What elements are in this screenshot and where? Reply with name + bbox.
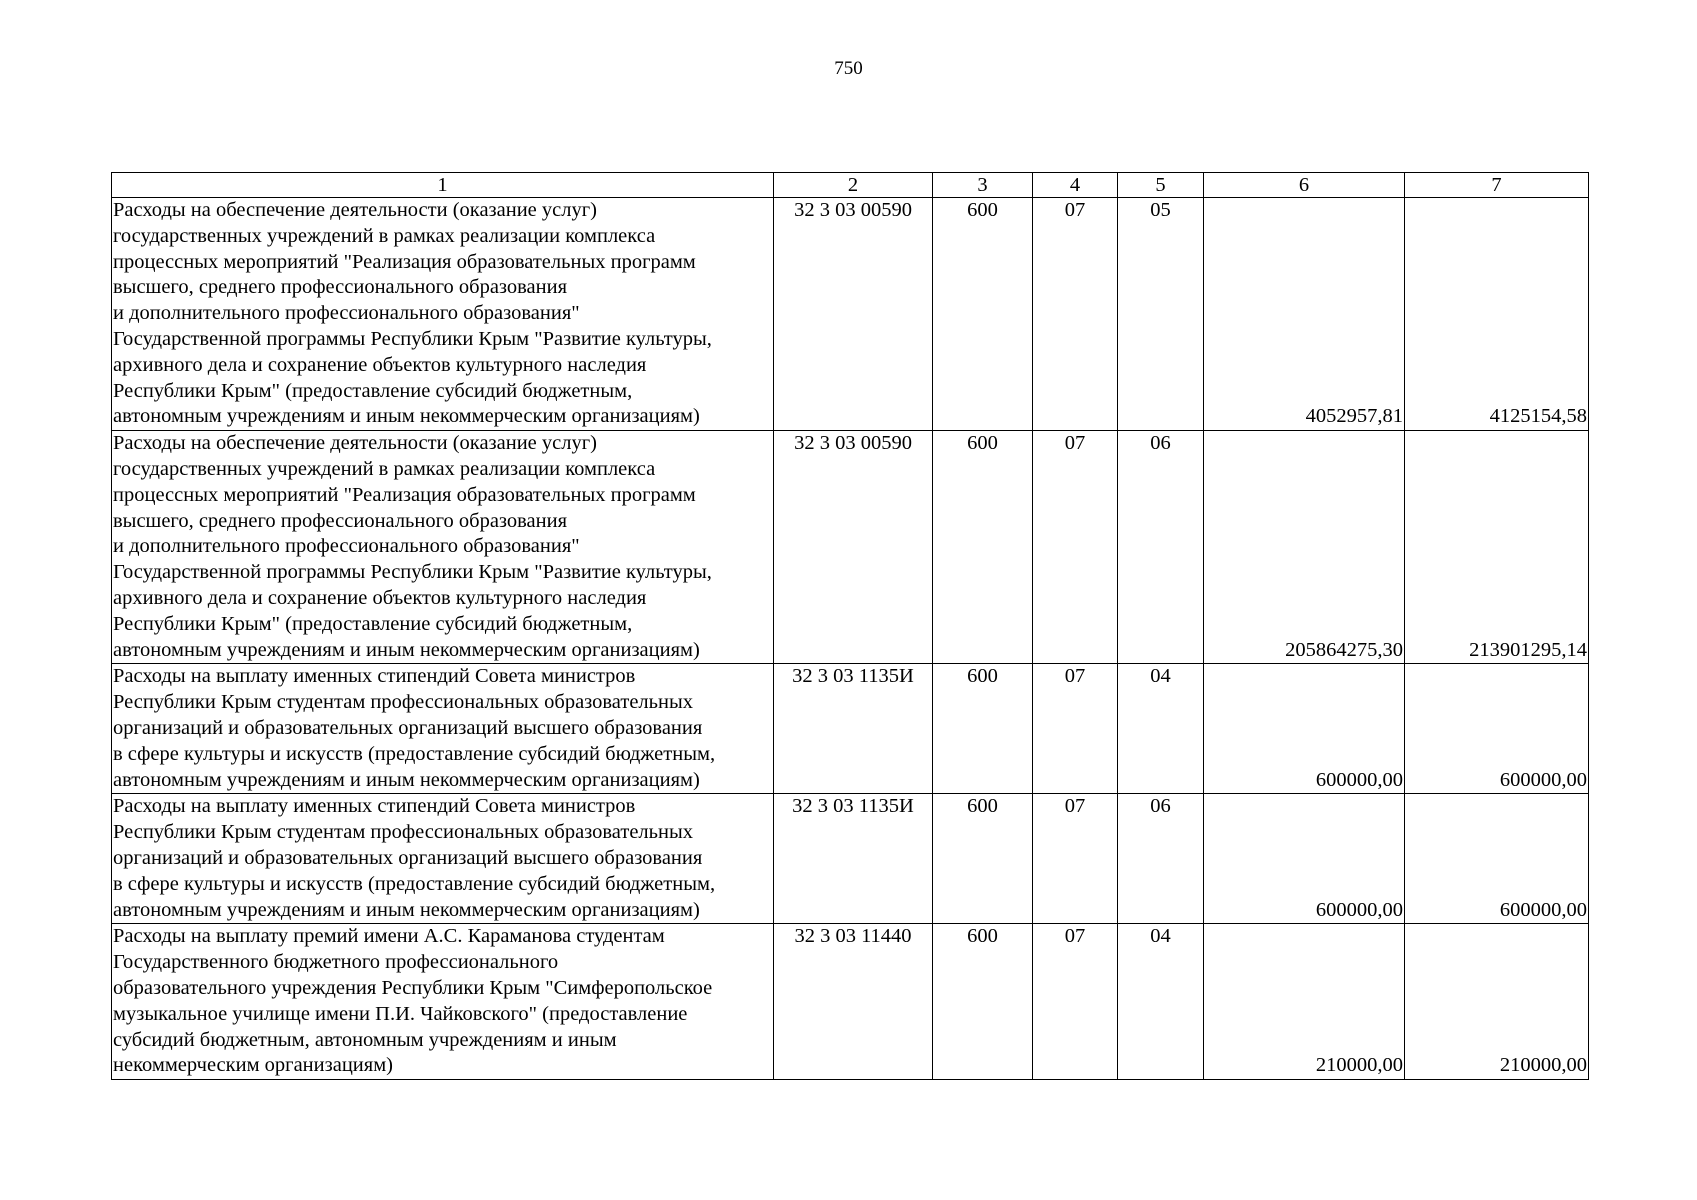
description-line: Республики Крым" (предоставление субсидий бюджетным, xyxy=(113,612,633,635)
description-line: Республики Крым студентам профессиональных образовательных xyxy=(113,691,694,714)
description-line: государственных учреждений в рамках реализации комплекса xyxy=(113,224,656,247)
target-article-code-cell: 32 3 03 00590 xyxy=(774,431,933,664)
subsection-cell: 04 xyxy=(1118,924,1204,1080)
description-line: архивного дела и сохранение объектов культурного наследия xyxy=(113,353,647,376)
description-line: музыкальное училище имени П.И. Чайковского" (предоставление xyxy=(113,1002,688,1025)
table-row xyxy=(112,664,1589,794)
amount-col6-cell: 205864275,30 xyxy=(1204,431,1405,664)
description-cell xyxy=(112,924,774,1080)
description-line: и дополнительного профессионального образования" xyxy=(113,302,580,325)
description-line: Республики Крым студентам профессиональных образовательных xyxy=(113,821,694,844)
header-cell-2: 2 xyxy=(774,173,933,198)
description-line: и дополнительного профессионального образования" xyxy=(113,535,580,558)
subsection-cell: 06 xyxy=(1118,794,1204,924)
table-row xyxy=(112,794,1589,924)
amount-col7-cell: 4125154,58 xyxy=(1405,198,1589,431)
description-line: организаций и образовательных организаций высшего образования xyxy=(113,716,703,739)
header-cell-4: 4 xyxy=(1033,173,1118,198)
description-line: Расходы на выплату именных стипендий Совета министров xyxy=(113,665,636,688)
description-cell xyxy=(112,431,774,664)
description-line: образовательного учреждения Республики Крым "Симферопольское xyxy=(113,976,713,999)
amount-col7-cell: 600000,00 xyxy=(1405,664,1589,794)
description-line: автономным учреждениям и иным некоммерческим организациям) xyxy=(113,768,700,791)
target-article-code-cell: 32 3 03 1135И xyxy=(774,664,933,794)
table-row xyxy=(112,431,1589,664)
amount-col6-cell: 600000,00 xyxy=(1204,664,1405,794)
expense-type-cell: 600 xyxy=(933,664,1033,794)
table-row xyxy=(112,198,1589,431)
description-cell xyxy=(112,198,774,431)
description-line: субсидий бюджетным, автономным учреждениям и иным xyxy=(113,1028,617,1051)
header-cell-1: 1 xyxy=(112,173,774,198)
description-line: Расходы на обеспечение деятельности (оказание услуг) xyxy=(113,432,597,455)
subsection-cell: 05 xyxy=(1118,198,1204,431)
amount-col6-cell: 210000,00 xyxy=(1204,924,1405,1080)
section-cell: 07 xyxy=(1033,794,1118,924)
description-line: автономным учреждениям и иным некоммерческим организациям) xyxy=(113,638,700,661)
budget-table xyxy=(111,172,1589,1080)
section-cell: 07 xyxy=(1033,664,1118,794)
target-article-code-cell: 32 3 03 00590 xyxy=(774,198,933,431)
expense-type-cell: 600 xyxy=(933,794,1033,924)
section-cell: 07 xyxy=(1033,198,1118,431)
amount-col7-cell: 213901295,14 xyxy=(1405,431,1589,664)
expense-type-cell: 600 xyxy=(933,431,1033,664)
description-cell xyxy=(112,664,774,794)
header-cell-7: 7 xyxy=(1405,173,1589,198)
section-cell: 07 xyxy=(1033,431,1118,664)
page-number: 750 xyxy=(834,58,863,79)
amount-col6-cell: 600000,00 xyxy=(1204,794,1405,924)
description-line: государственных учреждений в рамках реализации комплекса xyxy=(113,457,656,480)
description-cell xyxy=(112,794,774,924)
description-line: Государственного бюджетного профессионального xyxy=(113,951,559,974)
description-line: Расходы на выплату премий имени А.С. Караманова студентам xyxy=(113,925,665,948)
expense-type-cell: 600 xyxy=(933,198,1033,431)
description-line: высшего, среднего профессионального образования xyxy=(113,509,568,532)
target-article-code-cell: 32 3 03 11440 xyxy=(774,924,933,1080)
header-cell-6: 6 xyxy=(1204,173,1405,198)
description-line: Государственной программы Республики Крым "Развитие культуры, xyxy=(113,327,712,350)
section-cell: 07 xyxy=(1033,924,1118,1080)
description-line: в сфере культуры и искусств (предоставление субсидий бюджетным, xyxy=(113,872,716,895)
description-line: высшего, среднего профессионального образования xyxy=(113,276,568,299)
description-line: Республики Крым" (предоставление субсидий бюджетным, xyxy=(113,379,633,402)
description-line: в сфере культуры и искусств (предоставление субсидий бюджетным, xyxy=(113,742,716,765)
header-row xyxy=(112,173,1589,198)
description-line: процессных мероприятий "Реализация образовательных программ xyxy=(113,250,696,273)
amount-col7-cell: 210000,00 xyxy=(1405,924,1589,1080)
description-line: Государственной программы Республики Крым "Развитие культуры, xyxy=(113,561,712,584)
description-line: процессных мероприятий "Реализация образовательных программ xyxy=(113,483,696,506)
description-line: автономным учреждениям и иным некоммерческим организациям) xyxy=(113,405,700,428)
description-line: автономным учреждениям и иным некоммерческим организациям) xyxy=(113,898,700,921)
description-line: Расходы на обеспечение деятельности (оказание услуг) xyxy=(113,199,597,221)
header-cell-3: 3 xyxy=(933,173,1033,198)
table-row xyxy=(112,924,1589,1080)
description-line: организаций и образовательных организаций высшего образования xyxy=(113,846,703,869)
target-article-code-cell: 32 3 03 1135И xyxy=(774,794,933,924)
description-line: некоммерческим организациям) xyxy=(113,1054,393,1077)
expense-type-cell: 600 xyxy=(933,924,1033,1080)
amount-col7-cell: 600000,00 xyxy=(1405,794,1589,924)
description-line: архивного дела и сохранение объектов культурного наследия xyxy=(113,586,647,609)
subsection-cell: 04 xyxy=(1118,664,1204,794)
amount-col6-cell: 4052957,81 xyxy=(1204,198,1405,431)
header-cell-5: 5 xyxy=(1118,173,1204,198)
description-line: Расходы на выплату именных стипендий Совета министров xyxy=(113,795,636,818)
subsection-cell: 06 xyxy=(1118,431,1204,664)
